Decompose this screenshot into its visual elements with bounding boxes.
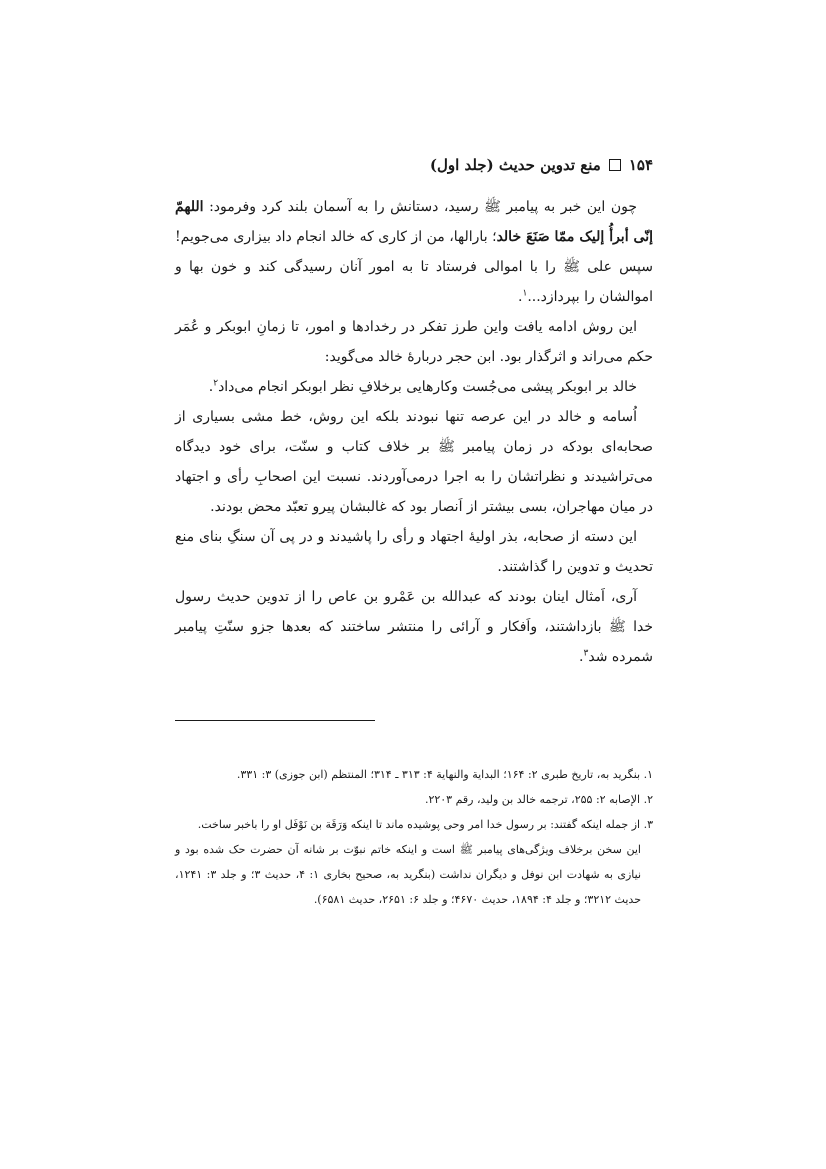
footnote-3: ۳. از جمله اینکه گفتند: بر رسول خدا امر وحی پوشیده ماند تا اینکه وَرَقَة بن نَوْفَل او را باخبر ساخت. xyxy=(197,818,653,831)
paragraph-1-text: چون این خبر به پیامبر ﷺ رسید، دستانش را به آسمان بلند کرد وفرمود: xyxy=(203,199,637,215)
footnotes xyxy=(175,762,653,912)
footnote-2: ۲. الإصابه ۲: ۲۵۵، ترجمه خالد بن ولید، رقم ۲۲۰۳. xyxy=(424,793,653,806)
block-quote-text: خالد بر ابوبکر پیشی می‌جُست وکارهایی برخلافِ نظر ابوبکر انجام می‌داد xyxy=(218,379,637,395)
paragraph-2: این روش ادامه یافت واین طرز تفکر در رخدادها و امور، تا زمانِ ابوبکر و عُمَر حکم می‌راند و اثرگذار بود. ابن حجر دربارهٔ خالد می‌گوید: xyxy=(175,319,653,365)
paragraph-5: آری، اَمثال اینان بودند که عبدالله بن عَمْرو بن عاص را از تدوین حدیث رسول خدا ﷺ بازداشتند، واَفکار و آرائی را منتشر ساختند که بعدها جزو سنّتِ پیامبر شمرده شد$^۳$. xyxy=(175,589,653,665)
footnote-ref-2[interactable]: ۲ xyxy=(213,378,219,389)
quoted-prayer: اللهمّ إنّی أبرأُ إلیک ممّا صَنَعَ خالد xyxy=(175,199,653,245)
footnote-3-continued: این سخن برخلاف ویژگی‌های پیامبر ﷺ است و اینکه خاتم نبوّت بر شانه آن حضرت حک شده بود و نیازی به شهادت ابن نوفل و دیگران نداشت (بنگرید به، صحیح بخاری ۱: ۴، حدیث ۳؛ و جلد ۳: ۱۲۴۱، حدیث ۳۲۱۲؛ و جلد ۴: ۱۸۹۴، حدیث ۴۶۷۰؛ و جلد ۶: ۲۶۵۱، حدیث ۶۵۸۱). xyxy=(175,843,642,906)
paragraph-1: چون این خبر به پیامبر ﷺ رسید، دستانش را به آسمان بلند کرد وفرمود: اللهمّ إنّی أبرأُ إلیک ممّا صَنَعَ خالد؛ بارالها، من از کاری که خالد انجام داد بیزاری می‌جویم! سپس علی ﷺ را با اموالی فرستاد تا به امور آنان رسیدگی کند و خون بها و اموالشان را بپردازد...$^۱$. xyxy=(175,199,653,305)
footnote-divider xyxy=(175,720,375,721)
footnote-1: ۱. بنگرید به، تاریخ طبری ۲: ۱۶۴؛ البدایة والنهایة ۴: ۳۱۳ ـ ۳۱۴؛ المنتظم (ابن جوزی) ۳: ۳۳۱. xyxy=(236,768,653,781)
footnote-ref-1[interactable]: ۱ xyxy=(522,288,528,299)
book-title: منع تدوین حدیث (جلد اول) xyxy=(429,156,601,174)
block-quote: خالد بر ابوبکر پیشی می‌جُست وکارهایی برخلافِ نظر ابوبکر انجام می‌داد$^۲$. xyxy=(208,378,637,395)
paragraph-3: اُسامه و خالد در این عرصه تنها نبودند بلکه این روش، خط مشی بسیاری از صحابه‌ای بودکه در زمان پیامبر ﷺ بر خلاف کتاب و سنّت، برای خود دیدگاه می‌تراشیدند و نظراتشان را به اجرا درمی‌آوردند. نسبت این اصحابِ رأی و اجتهاد در میان مهاجران، بسی بیشتر از اَنصار بود که غالبشان پیرو تعبّد محض بودند. xyxy=(175,409,653,515)
paragraph-1-rest: ؛ بارالها، من از کاری که خالد انجام داد بیزاری می‌جویم! سپس علی ﷺ را با اموالی فرستاد تا به امور آنان رسیدگی کند و خون بها و اموالشان را بپردازد... xyxy=(175,229,653,305)
paragraph-5-text: آری، اَمثال اینان بودند که عبدالله بن عَمْرو بن عاص را از تدوین حدیث رسول خدا ﷺ بازداشتند، واَفکار و آرائی را منتشر ساختند که بعدها جزو سنّتِ پیامبر شمرده شد xyxy=(175,589,653,665)
book-page xyxy=(175,150,653,906)
square-icon xyxy=(609,159,621,171)
page-number: ۱۵۴ xyxy=(628,156,653,174)
footnote-ref-3[interactable]: ۳ xyxy=(583,648,589,659)
paragraph-4: این دسته از صحابه، بذر اولیهٔ اجتهاد و رأی را پاشیدند و در پی آن سنگِ بنای منع تحدیث و تدوین را گذاشتند. xyxy=(175,529,653,575)
running-header xyxy=(175,150,653,180)
